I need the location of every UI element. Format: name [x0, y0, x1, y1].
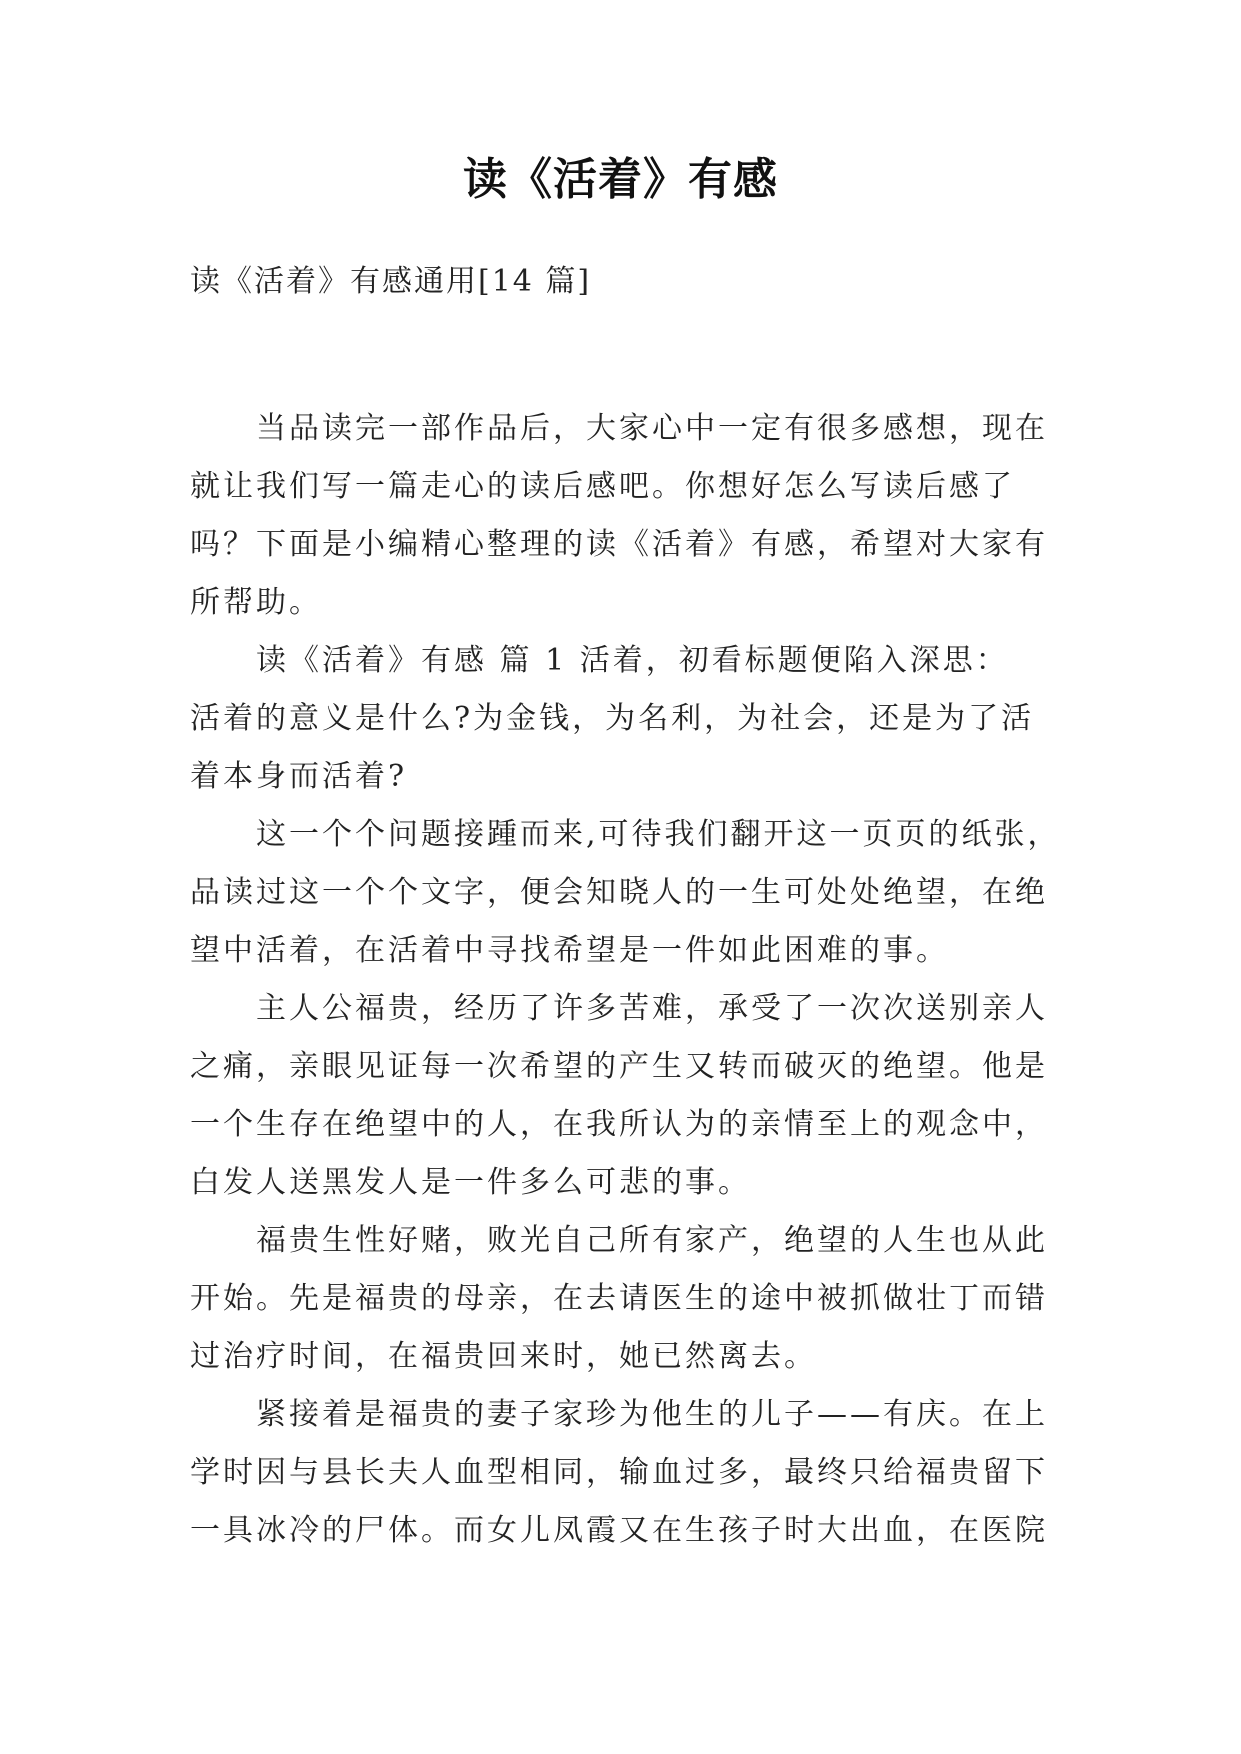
text-line: 就让我们写一篇走心的读后感吧。你想好怎么写读后感了: [190, 469, 1015, 504]
document-body: [190, 400, 1060, 1560]
text-line: 过治疗时间，在福贵回来时，她已然离去。: [190, 1339, 817, 1374]
text-line: 望中活着，在活着中寻找希望是一件如此困难的事。: [190, 933, 949, 968]
text-line: 品读过这一个个文字，便会知晓人的一生可处处绝望，在绝: [190, 875, 1048, 910]
text-line: 一具冰冷的尸体。而女儿凤霞又在生孩子时大出血，在医院: [190, 1513, 1048, 1548]
text-line: 一个生存在绝望中的人，在我所认为的亲情至上的观念中，: [190, 1107, 1048, 1142]
text-line: 开始。先是福贵的母亲，在去请医生的途中被抓做壮丁而错: [190, 1281, 1048, 1316]
text-line: 所帮助。: [190, 585, 322, 620]
text-line: 白发人送黑发人是一件多么可悲的事。: [190, 1165, 751, 1200]
text-line: 这一个个问题接踵而来,可待我们翻开这一页页的纸张，: [256, 817, 1061, 852]
text-line: 之痛，亲眼见证每一次希望的产生又转而破灭的绝望。他是: [190, 1049, 1048, 1084]
text-line: 吗？下面是小编精心整理的读《活着》有感，希望对大家有: [190, 527, 1048, 562]
text-line: 当品读完一部作品后，大家心中一定有很多感想，现在: [256, 411, 1048, 446]
text-line: 紧接着是福贵的妻子家珍为他生的儿子——有庆。在上: [256, 1397, 1048, 1432]
text-line: 主人公福贵，经历了许多苦难，承受了一次次送别亲人: [256, 991, 1048, 1026]
text-line: 活着的意义是什么?为金钱，为名利，为社会，还是为了活: [190, 701, 1035, 736]
document-title: 读《活着》有感: [463, 154, 778, 205]
text-line: 学时因与县长夫人血型相同，输血过多，最终只给福贵留下: [190, 1455, 1048, 1490]
document-subtitle: 读《活着》有感通用[14 篇]: [190, 264, 592, 299]
text-line: 福贵生性好赌，败光自己所有家产，绝望的人生也从此: [256, 1223, 1048, 1258]
text-line: 读《活着》有感 篇 1 活着，初看标题便陷入深思：: [256, 643, 1009, 678]
text-line: 着本身而活着?: [190, 759, 408, 794]
